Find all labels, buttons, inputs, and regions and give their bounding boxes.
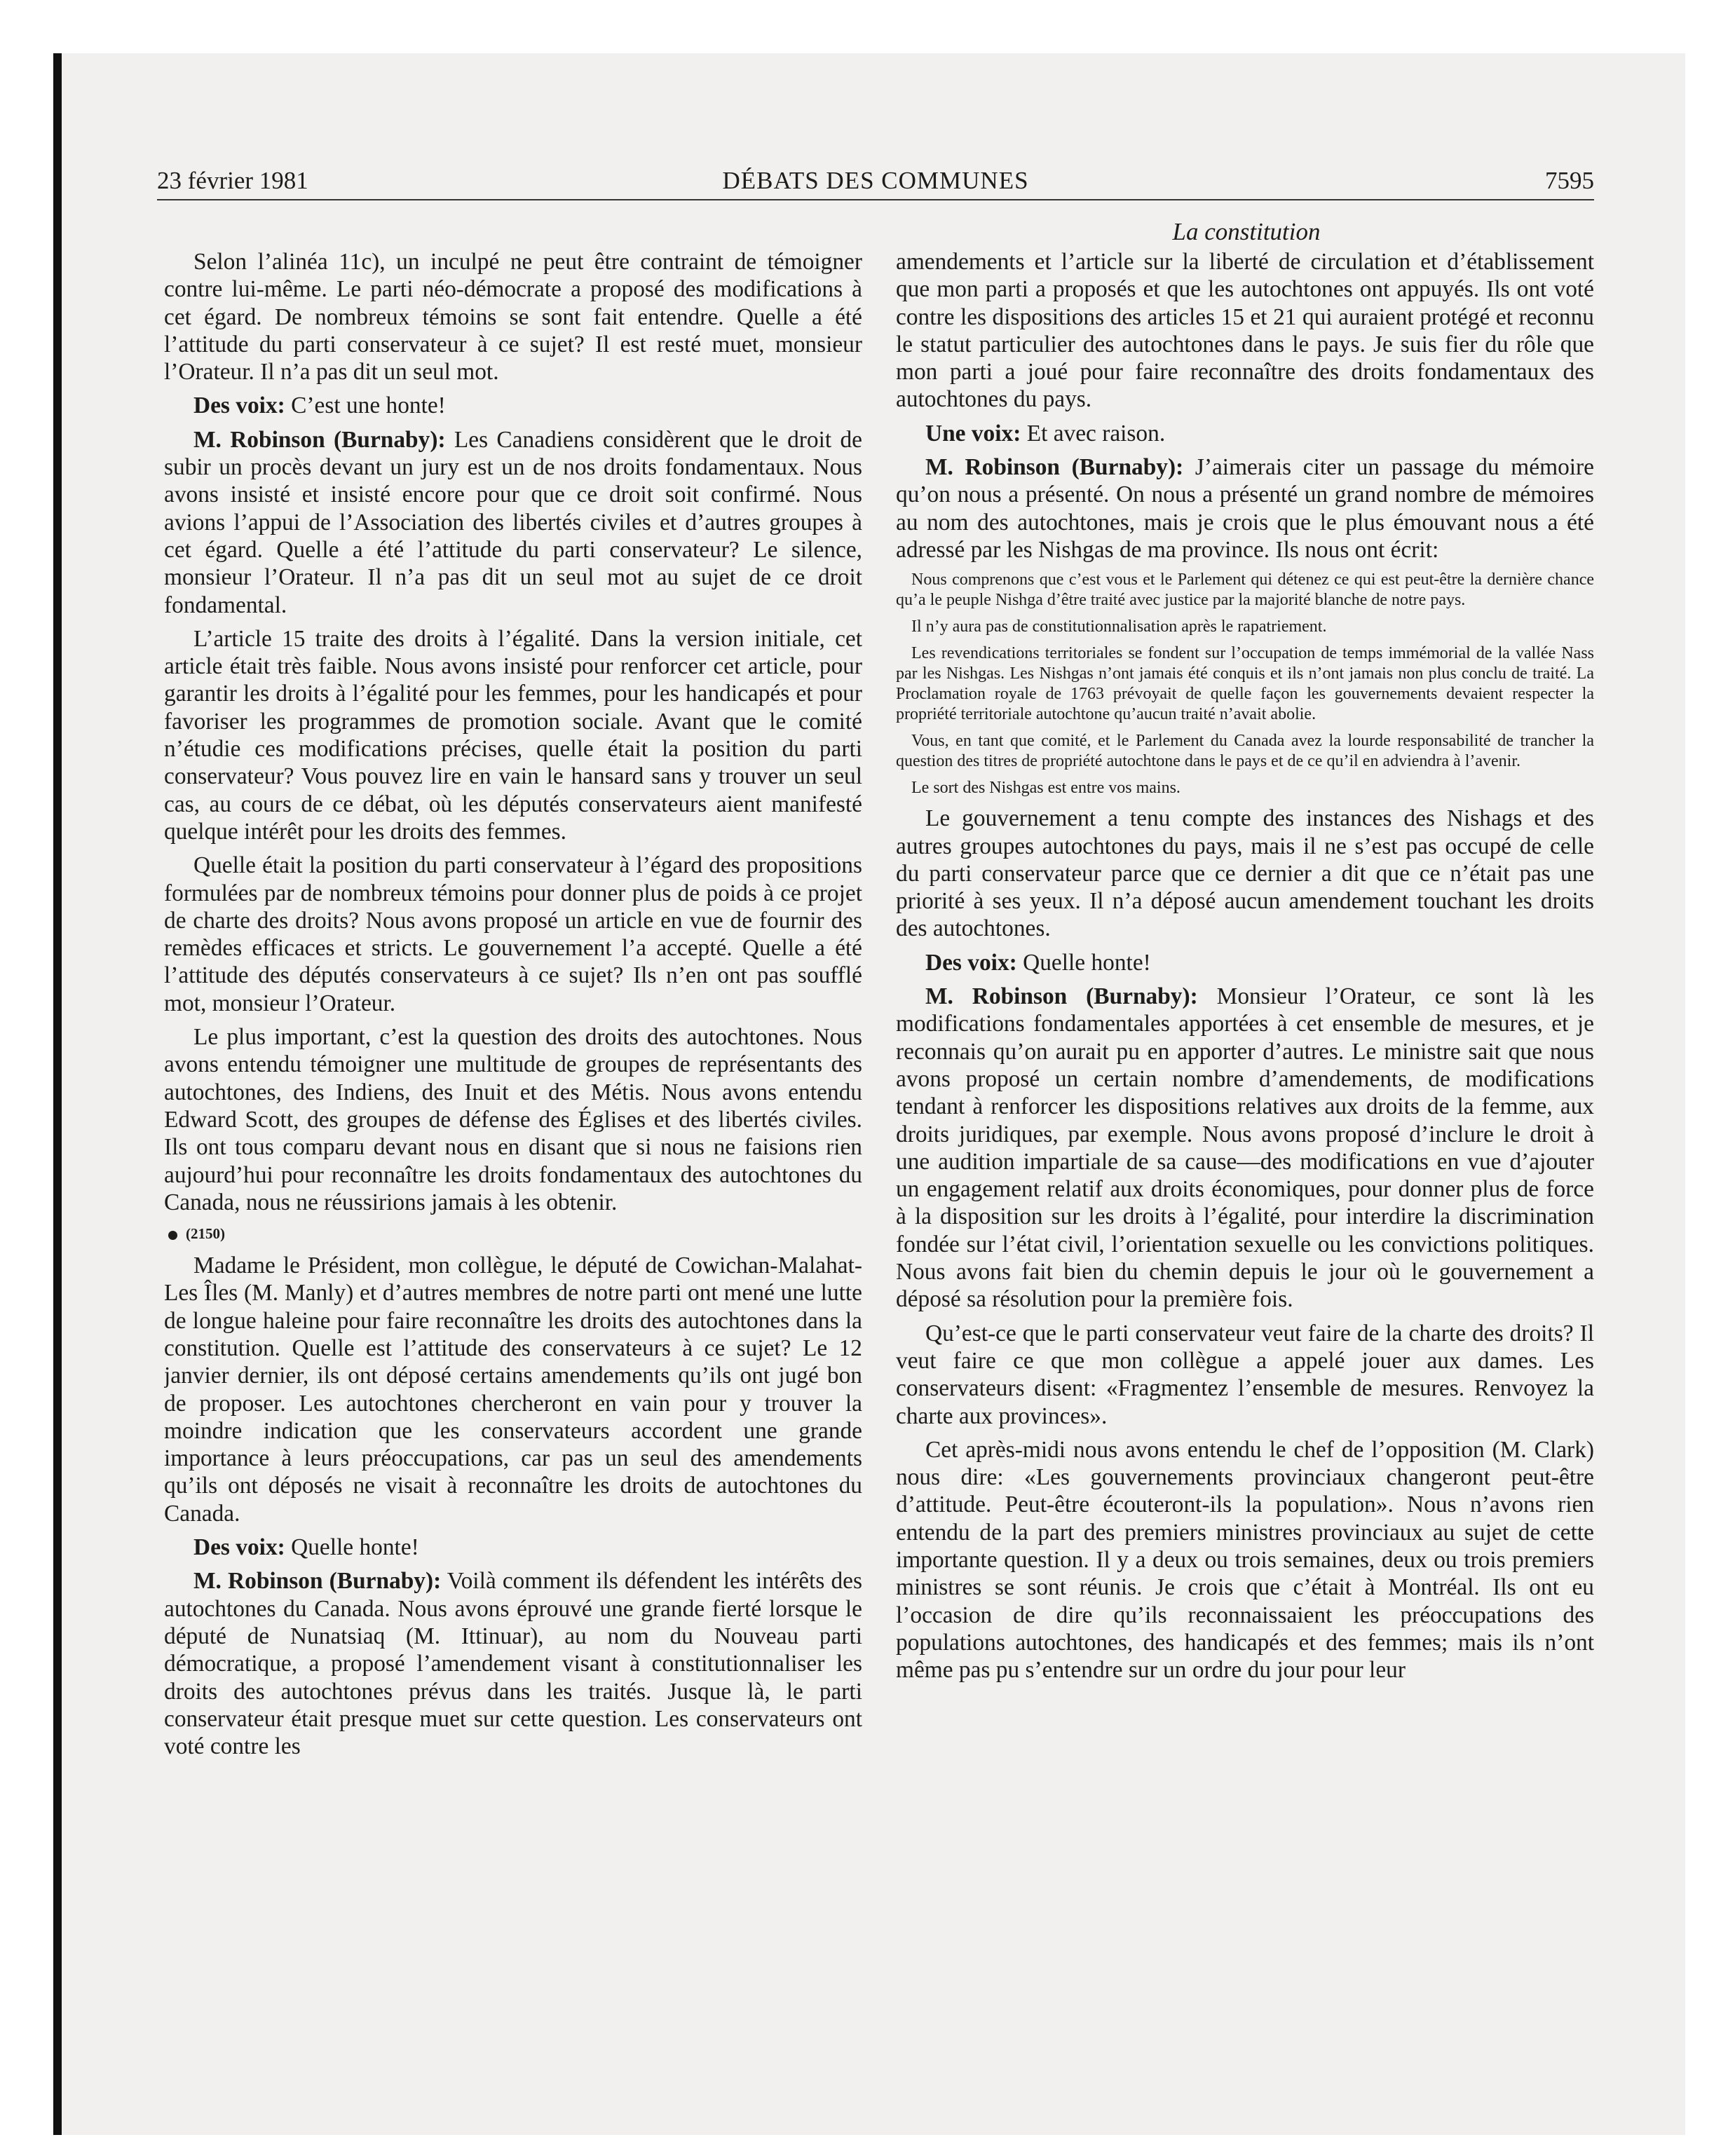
left-column: [164, 248, 862, 2056]
speaker-name: Des voix:: [193, 1534, 285, 1561]
quotation: Les revendications territoriales se fondent sur l’occupation de temps immémorial de la vallée Nass par les Nishgas. Les Nishgas n’ont jamais été conquis et ils n’ont jamais non plus conclu de traité. La Proclamation royale de 1763 prévoyait de quelle façon les gouvernements devaient respecter la propriété territoriale autochtone qu’aucun traité n’avait abolie.: [896, 644, 1594, 724]
speaker-name: M. Robinson (Burnaby):: [193, 1568, 442, 1595]
speech-text: Les Canadiens considèrent que le droit de subir un procès devant un jury est un de nos droits fondamentaux. Nous avons insisté et insisté encore pour que ce droit soit confirmé. Nous avions l’appui de l’Association des libertés civiles et d’autres groupes à cet égard. Quelle a été l’attitude du parti conservateur? Le silence, monsieur l’Orateur. Il n’a pas dit un seul mot au sujet de ce droit fondamental.: [164, 426, 862, 618]
speaker-name: Des voix:: [925, 949, 1017, 976]
paragraph: Qu’est-ce que le parti conservateur veut faire de la charte des droits? Il veut faire ce que mon collègue a appelé jouer aux dames. Les conservateurs disent: «Fragmentez l’ensemble de mesures. Renvoyez la charte aux provinces».: [896, 1320, 1594, 1429]
speech-text: Voilà comment ils défendent les intérêts des autochtones du Canada. Nous avons éprouvé une grande fierté lorsque le député de Nunatsiaq (M. Ittinuar), au nom du Nouveau parti démocratique, a proposé l’amendement visant à constitutionnaliser les droits des autochtones prévus dans les traités. Jusque là, le parti conservateur était presque muet sur cette question. Les conservateurs ont voté contre les: [164, 1568, 862, 1760]
quotation: Le sort des Nishgas est entre vos mains.: [911, 779, 1181, 798]
section-subtitle: La constitution: [1172, 218, 1321, 245]
paragraph: [164, 426, 862, 619]
paragraph: Selon l’alinéa 11c), un inculpé ne peut être contraint de témoigner contre lui-même. Le parti néo-démocrate a proposé des modifications à cet égard. De nombreux témoins se sont fait entendre. Quelle a été l’attitude du parti conservateur à ce sujet? Il est resté muet, monsieur l’Orateur. Il n’a pas dit un seul mot.: [164, 249, 862, 386]
speech-text: Et avec raison.: [1021, 420, 1166, 446]
speech-text: Monsieur l’Orateur, ce sont là les modifications fondamentales apportées à cet ensemble de mesures, et je reconnais qu’on aurait pu en apporter d’autres. Le ministre sait que nous avons proposé un certain nombre d’amendements, de modifications tendant à renforcer les dispositions relatives aux droits de la femme, aux droits juridiques, par exemple. Nous avons proposé d’inclure le droit à une audition impartiale de sa cause—des modifications en vue d’ajouter un engagement relatif aux droits économiques, pour donner plus de force à la disposition sur les droits à l’égalité, pour interdire la discrimination fondée sur l’état civil, l’orientation sexuelle ou les convictions politiques. Nous avons fait bien du chemin depuis le jour où le gouvernement a déposé sa résolution pour la première fois.: [896, 983, 1594, 1313]
speech-text: J’aimerais citer un passage du mémoire qu’on nous a présenté. On nous a présenté un grand nombre de mémoires au nom des autochtones, mais je crois que le plus émouvant nous a été adressé par les Nishgas de ma province. Ils nous ont écrit:: [896, 454, 1594, 563]
paragraph: [164, 1567, 862, 1760]
right-column: [896, 248, 1594, 2056]
paragraph: L’article 15 traite des droits à l’égalité. Dans la version initiale, cet article était très faible. Nous avons insisté pour renforcer cet article, pour garantir les droits à l’égalité pour les femmes, pour les handicapés et pour favoriser les programmes de promotion sociale. Avant que le comité n’étudie ces modifications précises, quelle était la position du parti conservateur? Vous pouvez lire en vain le hansard sans y trouver un seul cas, au cours de ce débat, où les députés conservateurs aient manifesté quelque intérêt pour les droits des femmes.: [164, 625, 862, 845]
speaker-name: Des voix:: [193, 393, 285, 419]
speaker-name: Une voix:: [925, 420, 1021, 446]
header-title: DÉBATS DES COMMUNES: [722, 167, 1029, 194]
speech-text: Quelle honte!: [1016, 949, 1151, 976]
page-number: 7595: [1545, 167, 1594, 194]
header-date: 23 février 1981: [157, 167, 308, 194]
time-marker: [168, 1222, 862, 1245]
bullet-icon: [168, 1231, 177, 1240]
paragraph: Madame le Président, mon collègue, le député de Cowichan-Malahat-Les Îles (M. Manly) et d’autres membres de notre parti ont mené une lutte de longue haleine pour faire reconnaître les droits des autochtones dans la constitution. Quelle est l’attitude des conservateurs à ce sujet? Le 12 janvier dernier, ils ont déposé certains amendements qu’ils ont jugé bon de proposer. Les autochtones chercheront en vain pour y trouver la moindre indication que les conservateurs accordent une grande importance à leurs préoccupations, car pas un seul des amendements qu’ils ont déposés ne visait à reconnaître les droits de autochtones du Canada.: [164, 1253, 862, 1527]
paragraph: Cet après-midi nous avons entendu le chef de l’opposition (M. Clark) nous dire: «Les gouvernements provinciaux changeront peut-être d’attitude. Peut-être écouteront-ils la population». Nous n’avons rien entendu de la part des premiers ministres provinciaux au sujet de cette importante question. Il y a deux ou trois semaines, deux ou trois premiers ministres se sont réunis. Je crois que c’était à Montréal. Ils ont eu l’occasion de dire qu’ils reconnaissaient les préoccupations des populations autochtones, des handicapés et des femmes; mais ils n’ont même pas pu s’entendre sur un ordre du jour pour leur: [896, 1436, 1594, 1684]
time-stamp: (2150): [186, 1225, 225, 1243]
quotation: Nous comprenons que c’est vous et le Parlement qui détenez ce qui est peut-être la dernière chance qu’a le peuple Nishga d’être traité avec justice par la majorité blanche de notre pays.: [896, 571, 1594, 610]
speaker-name: M. Robinson (Burnaby):: [193, 426, 446, 453]
speech-text: Quelle honte!: [285, 1534, 419, 1561]
speech-text: C’est une honte!: [285, 393, 446, 419]
speaker-name: M. Robinson (Burnaby):: [925, 983, 1198, 1010]
paragraph: [896, 420, 1594, 447]
speaker-name: M. Robinson (Burnaby):: [925, 454, 1184, 481]
paragraph: amendements et l’article sur la liberté de circulation et d’établissement que mon parti a proposés et que les autochtones ont appuyés. Ils ont voté contre les dispositions des articles 15 et 21 qui auraient protégé et reconnu le statut particulier des autochtones dans le pays. Je suis fier du rôle que mon parti a joué pour faire reconnaître des droits fondamentaux des autochtones du pays.: [896, 249, 1594, 413]
paragraph: [164, 1534, 862, 1561]
quotation: Il n’y aura pas de constitutionnalisation après le rapatriement.: [911, 618, 1327, 636]
quotation: Vous, en tant que comité, et le Parlement du Canada avez la lourde responsabilité de trancher la question des titres de propriété autochtone dans le pays et de ce qu’il en adviendra à l’avenir.: [896, 732, 1594, 771]
header-rule: [157, 199, 1594, 200]
paragraph: [896, 983, 1594, 1314]
binding-edge: [53, 53, 62, 2135]
paragraph: Quelle était la position du parti conservateur à l’égard des propositions formulées par de nombreux témoins pour donner plus de poids à ce projet de charte des droits? Nous avons proposé un article en vue de fournir des remèdes efficaces et stricts. Le gouvernement l’a accepté. Quelle a été l’attitude des députés conservateurs à ce sujet? Ils n’en ont pas soufflé mot, monsieur l’Orateur.: [164, 852, 862, 1016]
paragraph: [164, 392, 862, 419]
paragraph: [896, 949, 1594, 976]
running-header: [157, 165, 1594, 196]
paragraph: Le plus important, c’est la question des droits des autochtones. Nous avons entendu témoigner une multitude de groupes de représentants des autochtones, des Indiens, des Inuit et des Métis. Nous avons entendu Edward Scott, des groupes de défense des Églises et des libertés civiles. Ils ont tous comparu devant nous en disant que si nous ne faisions rien aujourd’hui pour reconnaître les droits fondamentaux des autochtones du Canada, nous ne réussirions jamais à les obtenir.: [164, 1024, 862, 1215]
paragraph: [896, 453, 1594, 564]
paragraph: Le gouvernement a tenu compte des instances des Nishags et des autres groupes autochtones du pays, mais il ne s’est pas occupé de celle du parti conservateur parce que ce dernier a dit que ce n’était pas une priorité à ses yeux. Il n’a déposé aucun amendement touchant les droits des autochtones.: [896, 805, 1594, 942]
